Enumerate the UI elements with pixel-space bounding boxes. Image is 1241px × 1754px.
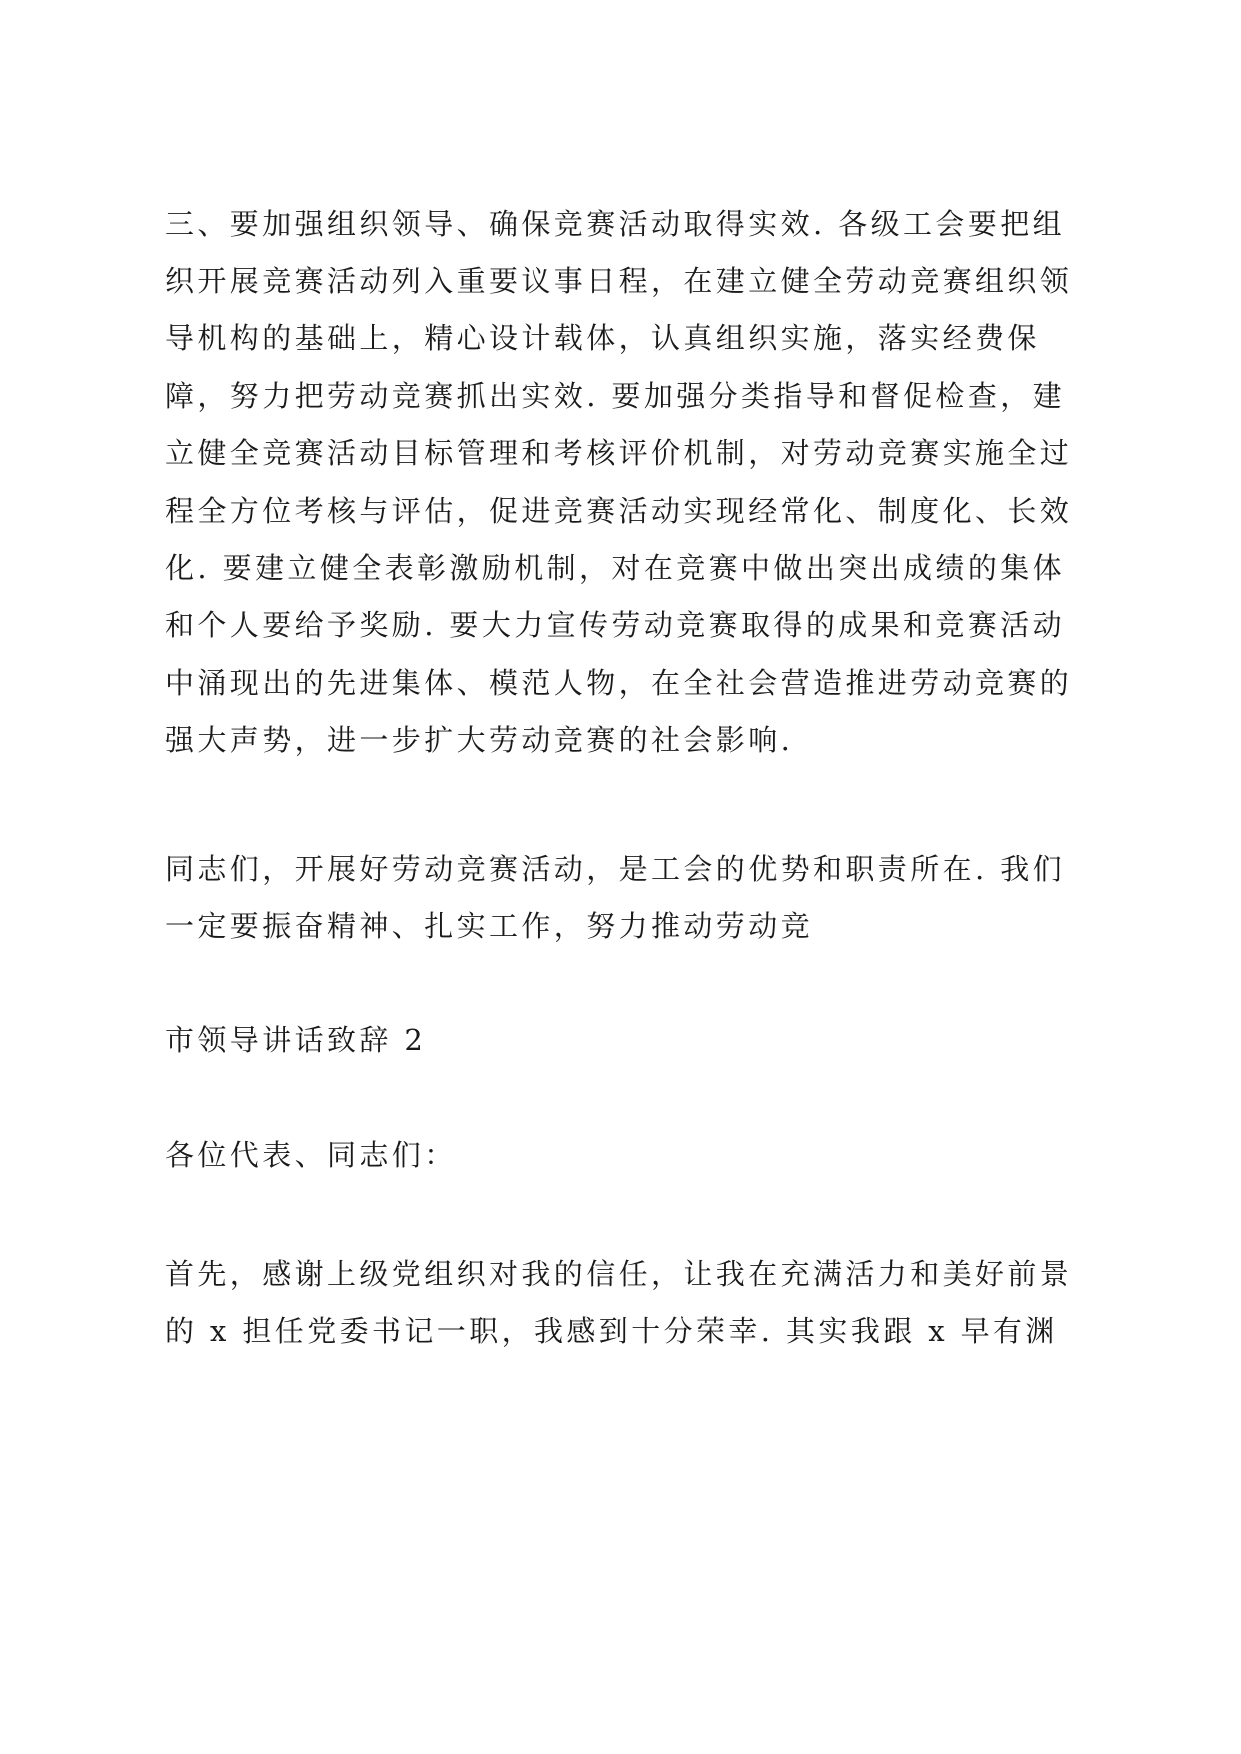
text-line: 的 x 担任党委书记一职，我感到十分荣幸. 其实我跟 x 早有渊 — [165, 1314, 1058, 1348]
text-line: 中涌现出的先进集体、模范人物，在全社会营造推进劳动竞赛的 — [165, 666, 1073, 700]
text-line: 程全方位考核与评估，促进竞赛活动实现经常化、制度化、长效 — [165, 494, 1073, 528]
text-line: 首先，感谢上级党组织对我的信任，让我在充满活力和美好前景 — [165, 1257, 1073, 1291]
text-line: 三、要加强组织领导、确保竞赛活动取得实效. 各级工会要把组 — [165, 207, 1066, 241]
text-line: 一定要振奋精神、扎实工作，努力推动劳动竞 — [165, 909, 814, 943]
salutation: 各位代表、同志们： — [165, 1138, 457, 1172]
text-line: 同志们，开展好劳动竞赛活动，是工会的优势和职责所在. 我们 — [165, 852, 1066, 886]
text-line: 导机构的基础上，精心设计载体，认真组织实施，落实经费保 — [165, 321, 1040, 355]
text-line: 和个人要给予奖励. 要大力宣传劳动竞赛取得的成果和竞赛活动 — [165, 608, 1066, 642]
text-line: 化. 要建立健全表彰激励机制，对在竞赛中做出突出成绩的集体 — [165, 551, 1066, 585]
text-line: 立健全竞赛活动目标管理和考核评价机制，对劳动竞赛实施全过 — [165, 436, 1073, 470]
text-line: 织开展竞赛活动列入重要议事日程，在建立健全劳动竞赛组织领 — [165, 264, 1073, 298]
section-heading: 市领导讲话致辞 2 — [165, 1023, 427, 1057]
text-line: 强大声势，进一步扩大劳动竞赛的社会影响. — [165, 723, 794, 757]
text-line: 障，努力把劳动竞赛抓出实效. 要加强分类指导和督促检查，建 — [165, 379, 1066, 413]
